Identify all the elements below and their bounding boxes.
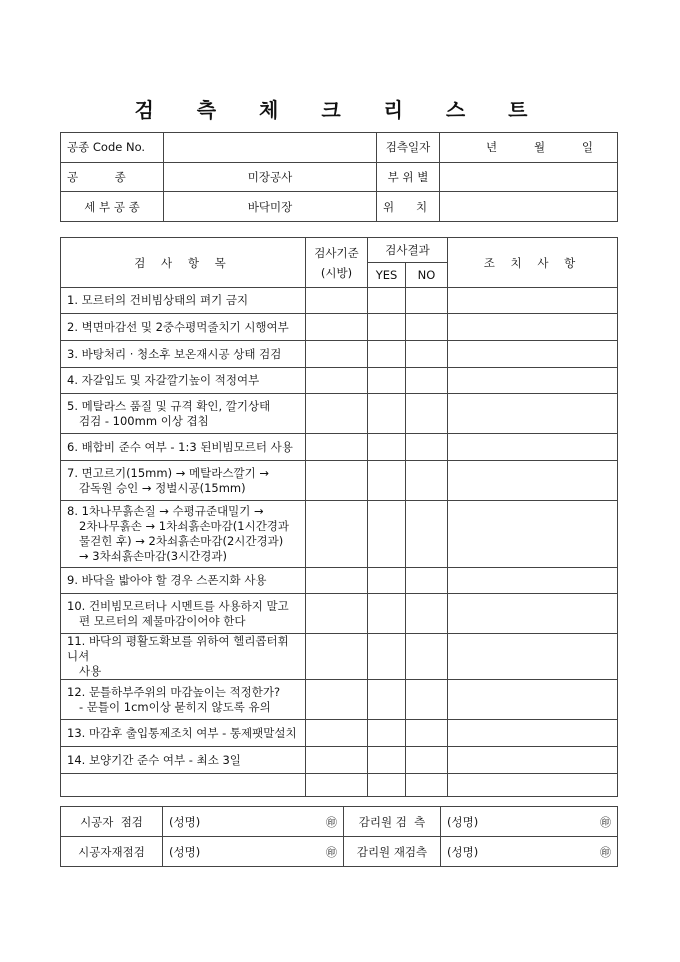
action-cell[interactable] <box>448 368 618 394</box>
contractor-recheck-label: 시공자재점검 <box>61 837 163 867</box>
yes-cell[interactable] <box>368 341 406 368</box>
checklist-item <box>61 594 306 634</box>
checklist-item-line: - 문틀이 1cm이상 묻히지 않도록 유의 <box>79 699 271 714</box>
no-cell[interactable] <box>406 341 448 368</box>
yes-cell[interactable] <box>368 680 406 720</box>
action-cell[interactable] <box>448 341 618 368</box>
checklist-table <box>60 237 618 797</box>
standard-cell[interactable] <box>306 568 368 594</box>
no-cell[interactable] <box>406 568 448 594</box>
action-cell[interactable] <box>448 680 618 720</box>
action-cell[interactable] <box>448 568 618 594</box>
checklist-item <box>61 288 306 314</box>
checklist-item-line: 8. 1차나무흙손질 → 수평규준대밀기 → <box>67 504 264 518</box>
standard-cell[interactable] <box>306 288 368 314</box>
part-label: 부 위 별 <box>377 162 440 192</box>
checklist-item-line: 편 모르터의 제물마감이어야 한다 <box>79 613 246 628</box>
part-value[interactable] <box>440 162 618 192</box>
header-result: 검사결과 <box>368 238 448 263</box>
standard-cell[interactable] <box>306 634 368 680</box>
header-yes: YES <box>368 263 406 288</box>
supervisor-check-sign[interactable] <box>441 807 618 837</box>
checklist-item-line: 13. 마감후 출입통제조치 여부 - 통제팻말설치 <box>67 725 297 740</box>
checklist-item <box>61 461 306 501</box>
yes-cell[interactable] <box>368 314 406 341</box>
yes-cell[interactable] <box>368 434 406 461</box>
checklist-item <box>61 774 306 797</box>
supervisor-check-label: 감리원 검 측 <box>344 807 441 837</box>
seal-icon: ㊞ <box>600 815 611 829</box>
yes-cell[interactable] <box>368 720 406 747</box>
header-item: 검 사 항 목 <box>61 238 306 288</box>
checklist-row <box>61 288 618 314</box>
standard-cell[interactable] <box>306 341 368 368</box>
no-cell[interactable] <box>406 720 448 747</box>
action-cell[interactable] <box>448 288 618 314</box>
checklist-item <box>61 501 306 568</box>
no-cell[interactable] <box>406 461 448 501</box>
header-standard-l1: 검사기준 <box>314 245 359 260</box>
sub-value[interactable]: 바닥미장 <box>164 192 377 222</box>
checklist-row <box>61 747 618 774</box>
sign-placeholder: (성명) <box>447 844 479 859</box>
action-cell[interactable] <box>448 634 618 680</box>
checklist-item-line: 2차나무흙손 → 1차쇠흙손마감(1시간경과 <box>79 519 290 533</box>
checklist-row <box>61 341 618 368</box>
yes-cell[interactable] <box>368 594 406 634</box>
checklist-item <box>61 747 306 774</box>
checklist-row <box>61 368 618 394</box>
no-cell[interactable] <box>406 680 448 720</box>
no-cell[interactable] <box>406 394 448 434</box>
yes-cell[interactable] <box>368 368 406 394</box>
no-cell[interactable] <box>406 501 448 568</box>
sign-placeholder: (성명) <box>169 814 201 829</box>
checklist-item <box>61 368 306 394</box>
page-title: 검 측 체 크 리 스 트 <box>134 98 546 122</box>
checklist-row <box>61 594 618 634</box>
standard-cell[interactable] <box>306 720 368 747</box>
date-month: 월 <box>533 140 546 155</box>
yes-cell[interactable] <box>368 774 406 797</box>
yes-cell[interactable] <box>368 394 406 434</box>
action-cell[interactable] <box>448 594 618 634</box>
checklist-item <box>61 634 306 680</box>
checklist-row <box>61 394 618 434</box>
checklist-row <box>61 568 618 594</box>
action-cell[interactable] <box>448 774 618 797</box>
contractor-check-label: 시공자 점검 <box>61 807 163 837</box>
checklist-item-line: 9. 바닥을 밟아야 할 경우 스폰지화 사용 <box>67 573 267 587</box>
info-table <box>60 132 618 222</box>
loc-label: 위 치 <box>377 192 440 222</box>
checklist-item-line: 5. 메탈라스 품질 및 규격 확인, 깔기상태 <box>67 398 271 413</box>
yes-cell[interactable] <box>368 634 406 680</box>
seal-icon: ㊞ <box>326 845 337 859</box>
no-cell[interactable] <box>406 594 448 634</box>
standard-cell[interactable] <box>306 747 368 774</box>
checklist-item <box>61 720 306 747</box>
standard-cell[interactable] <box>306 461 368 501</box>
no-cell[interactable] <box>406 774 448 797</box>
signature-table <box>60 806 618 867</box>
yes-cell[interactable] <box>368 568 406 594</box>
date-day: 일 <box>581 140 593 155</box>
standard-cell[interactable] <box>306 774 368 797</box>
no-cell[interactable] <box>406 288 448 314</box>
header-standard <box>306 238 368 288</box>
action-cell[interactable] <box>448 314 618 341</box>
date-label: 검측일자 <box>377 133 440 163</box>
standard-cell[interactable] <box>306 368 368 394</box>
checklist-item <box>61 680 306 720</box>
yes-cell[interactable] <box>368 501 406 568</box>
checklist-item-line: 2. 벽면마감선 및 2중수평먹줄치기 시행여부 <box>67 319 289 334</box>
checklist-item <box>61 394 306 434</box>
checklist-item-line: 6. 배합비 준수 여부 - 1:3 된비빔모르터 사용 <box>67 439 293 454</box>
header-action: 조 치 사 항 <box>448 238 618 288</box>
contractor-recheck-sign[interactable] <box>163 837 344 867</box>
seal-icon: ㊞ <box>600 845 611 859</box>
seal-icon: ㊞ <box>326 815 337 829</box>
checklist-item-line: 1. 모르터의 건비빔상태의 펴기 금지 <box>67 293 249 307</box>
code-label: 공종 Code No. <box>61 133 164 163</box>
sub-label: 세 부 공 종 <box>61 192 164 222</box>
standard-cell[interactable] <box>306 594 368 634</box>
action-cell[interactable] <box>448 434 618 461</box>
checklist-item <box>61 314 306 341</box>
supervisor-recheck-sign[interactable] <box>441 837 618 867</box>
standard-cell[interactable] <box>306 314 368 341</box>
sign-placeholder: (성명) <box>169 844 201 859</box>
checklist-item-line: 7. 면고르기(15mm) → 메탈라스깔기 → <box>67 465 269 480</box>
checklist-row <box>61 501 618 568</box>
action-cell[interactable] <box>448 501 618 568</box>
checklist-row <box>61 634 618 680</box>
standard-cell[interactable] <box>306 680 368 720</box>
header-no: NO <box>406 263 448 288</box>
no-cell[interactable] <box>406 314 448 341</box>
checklist-item-line: 검검 - 100mm 이상 겹침 <box>79 413 209 428</box>
contractor-check-sign[interactable] <box>163 807 344 837</box>
checklist-row <box>61 434 618 461</box>
checklist-item-line: 감독원 승인 → 정벌시공(15mm) <box>79 480 246 495</box>
work-value[interactable]: 미장공사 <box>164 162 377 192</box>
yes-cell[interactable] <box>368 747 406 774</box>
no-cell[interactable] <box>406 434 448 461</box>
date-value[interactable] <box>440 133 618 163</box>
action-cell[interactable] <box>448 461 618 501</box>
work-label: 공 종 <box>61 162 164 192</box>
checklist-item-line: 12. 문틀하부주위의 마감높이는 적정한가? <box>67 684 281 699</box>
yes-cell[interactable] <box>368 288 406 314</box>
checklist-item-line: 10. 건비빔모르터나 시멘트를 사용하지 말고 <box>67 598 289 613</box>
checklist-item-line: 물걷힌 후) → 2차쇠흙손마감(2시간경과) <box>79 534 284 548</box>
no-cell[interactable] <box>406 747 448 774</box>
loc-value[interactable] <box>440 192 618 222</box>
standard-cell[interactable] <box>306 434 368 461</box>
checklist-item-line: 3. 바탕처리 · 청소후 보온재시공 상태 검검 <box>67 346 282 361</box>
checklist-item-line: 11. 바닥의 평활도확보를 위하여 헬리콥터휘니셔 <box>67 634 289 663</box>
action-cell[interactable] <box>448 747 618 774</box>
yes-cell[interactable] <box>368 461 406 501</box>
no-cell[interactable] <box>406 368 448 394</box>
code-value[interactable] <box>164 133 377 163</box>
checklist-row <box>61 720 618 747</box>
standard-cell[interactable] <box>306 394 368 434</box>
checklist-row <box>61 680 618 720</box>
sign-placeholder: (성명) <box>447 814 479 829</box>
header-standard-l2: (시방) <box>320 265 353 280</box>
checklist-item-line: 4. 자갈입도 및 자갈깔기높이 적정여부 <box>67 373 260 387</box>
action-cell[interactable] <box>448 394 618 434</box>
checklist-item <box>61 568 306 594</box>
action-cell[interactable] <box>448 720 618 747</box>
checklist-row <box>61 461 618 501</box>
checklist-item-line: 14. 보양기간 준수 여부 - 최소 3일 <box>67 752 241 767</box>
date-year: 년 <box>486 140 498 155</box>
no-cell[interactable] <box>406 634 448 680</box>
checklist-row <box>61 314 618 341</box>
standard-cell[interactable] <box>306 501 368 568</box>
supervisor-recheck-label: 감리원 재검측 <box>344 837 441 867</box>
checklist-item-line: → 3차쇠흙손마감(3시간경과) <box>79 549 227 563</box>
checklist-row <box>61 774 618 797</box>
checklist-item <box>61 341 306 368</box>
checklist-item-line: 사용 <box>79 664 102 678</box>
checklist-item <box>61 434 306 461</box>
